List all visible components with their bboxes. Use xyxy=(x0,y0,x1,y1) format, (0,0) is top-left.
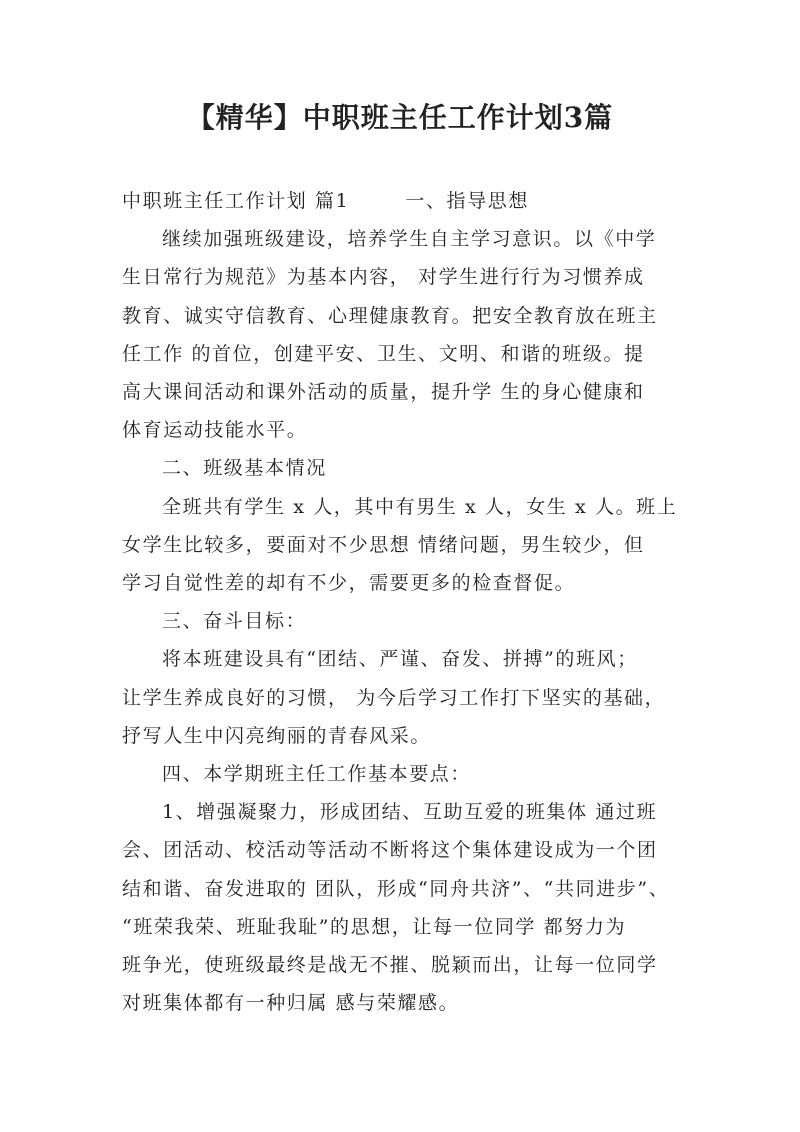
section-heading: 三、奋斗目标： xyxy=(162,610,307,633)
paragraph-line: 教育、诚实守信教育、心理健康教育。把安全教育放在班主 xyxy=(122,304,658,327)
paragraph-line: 将本班建设具有“团结、严谨、奋发、拼搏”的班风； xyxy=(162,648,638,671)
paragraph-line: 抒写人生中闪亮绚丽的青春风采。 xyxy=(122,724,432,747)
paragraph-line: “班荣我荣、班耻我耻”的思想，让每一位同学 都努力为 xyxy=(122,915,627,938)
paragraph-line: 高大课间活动和课外活动的质量，提升学 生的身心健康和 xyxy=(122,381,645,404)
document-title: 【精华】中职班主任工作计划3篇 xyxy=(186,101,614,134)
intro-line xyxy=(122,182,692,220)
paragraph-line: 体育运动技能水平。 xyxy=(122,419,308,442)
paragraph-line: 让学生养成良好的习惯， 为今后学习工作打下坚实的基础， xyxy=(122,686,666,709)
paragraph-line: 全班共有学生 x 人，其中有男生 x 人，女生 x 人。班上 xyxy=(162,495,678,518)
paragraph-line: 学习自觉性差的却有不少，需要更多的检查督促。 xyxy=(122,572,576,595)
plan-heading: 中职班主任工作计划 篇1 xyxy=(122,190,350,212)
paragraph-line: 班争光，使班级最终是战无不摧、脱颖而出，让每一位同学 xyxy=(122,954,658,977)
paragraph-line: 结和谐、奋发进取的 团队，形成“同舟共济”、“共同进步”、 xyxy=(122,877,670,900)
section-heading-guiding-ideology: 一、指导思想 xyxy=(405,190,529,212)
paragraph-line: 任工作 的首位，创建平安、卫生、文明、和谐的班级。提 xyxy=(122,342,645,365)
paragraph-line: 对班集体都有一种归属 感与荣耀感。 xyxy=(122,992,460,1015)
paragraph-line: 继续加强班级建设，培养学生自主学习意识。以《中学 xyxy=(162,228,657,251)
document-body xyxy=(122,182,692,1022)
section-heading: 四、本学期班主任工作基本要点： xyxy=(162,763,472,786)
paragraph-line: 生日常行为规范》为基本内容， 对学生进行行为习惯养成 xyxy=(122,266,645,289)
paragraph-line: 会、团活动、校活动等活动不断将这个集体建设成为一个团 xyxy=(122,839,658,862)
paragraph-line: 女学生比较多，要面对不少思想 情绪问题，男生较少，但 xyxy=(122,533,645,556)
paragraph-line: 1、增强凝聚力，形成团结、互助互爱的班集体 通过班 xyxy=(162,801,658,824)
section-heading: 二、班级基本情况 xyxy=(162,457,327,480)
